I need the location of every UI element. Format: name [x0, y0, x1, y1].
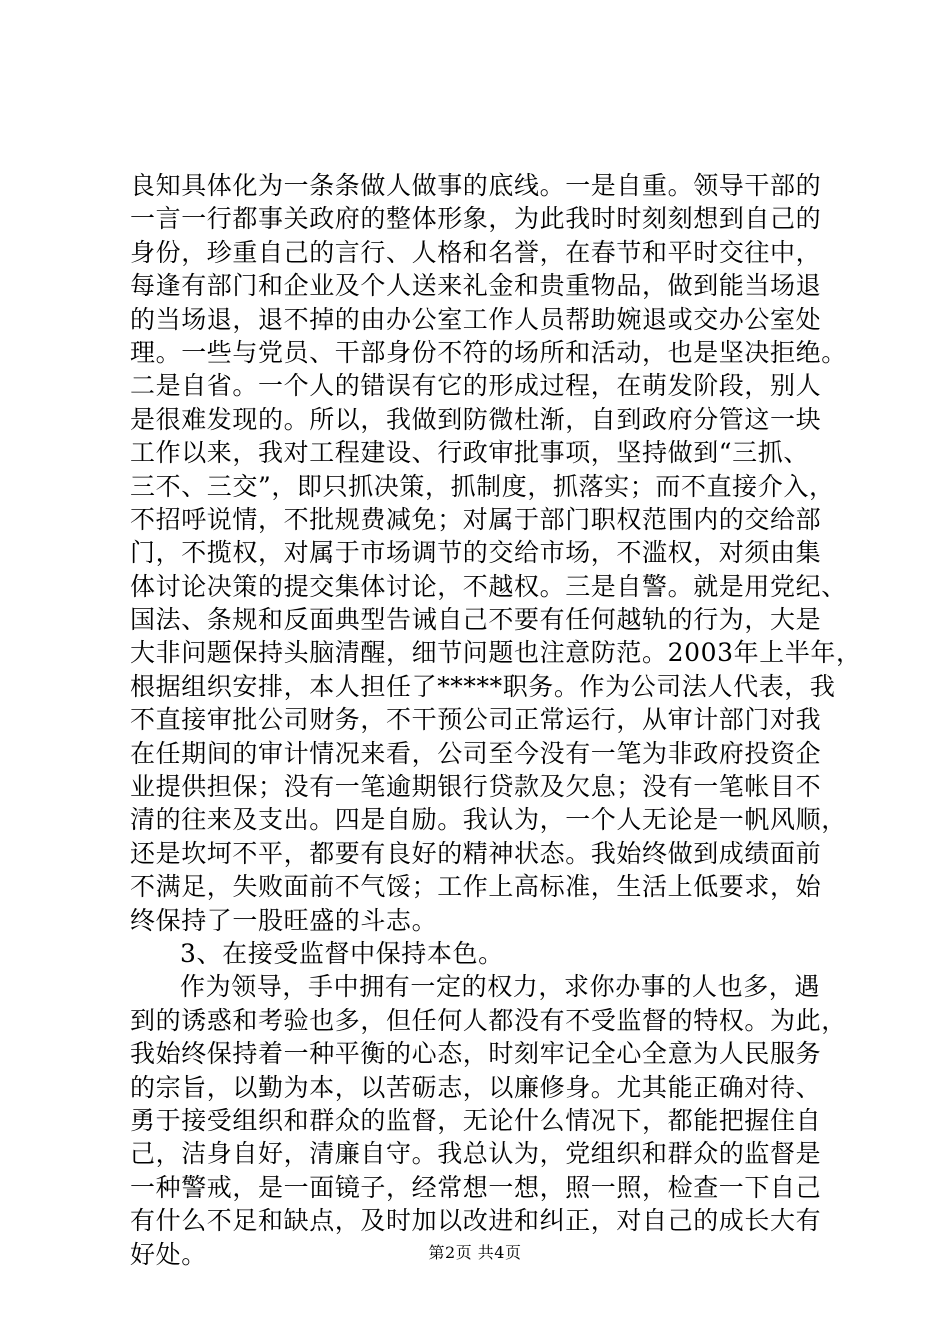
body-text	[130, 169, 862, 1271]
text-line: 业提供担保；没有一笔逾期银行贷款及欠息；没有一笔帐目不	[130, 772, 822, 802]
text-line: 根据组织安排，本人担任了*****职务。作为公司法人代表，我	[130, 671, 836, 701]
text-line: 是很难发现的。所以，我做到防微杜渐，自到政府分管这一块	[130, 404, 822, 434]
text-line: 不直接审批公司财务，不干预公司正常运行，从审计部门对我	[130, 705, 822, 735]
text-line: 我始终保持着一种平衡的心态，时刻牢记全心全意为人民服务	[130, 1039, 822, 1069]
text-line: 有什么不足和缺点，及时加以改进和纠正，对自己的成长大有	[130, 1206, 822, 1236]
text-line: 理。一些与党员、干部身份不符的场所和活动，也是坚决拒绝。	[130, 337, 847, 367]
text-line: 在任期间的审计情况来看，公司至今没有一笔为非政府投资企	[130, 738, 822, 768]
text-line: 不招呼说情，不批规费减免；对属于部门职权范围内的交给部	[130, 504, 822, 534]
text-line: 体讨论决策的提交集体讨论，不越权。三是自警。就是用党纪、	[130, 571, 847, 601]
text-line: 大非问题保持头脑清醒，细节问题也注意防范。2003年上半年，	[130, 638, 862, 668]
text-line: 国法、条规和反面典型告诫自己不要有任何越轨的行为，大是	[130, 605, 822, 635]
text-line: 终保持了一股旺盛的斗志。	[130, 905, 438, 935]
text-line: 的宗旨，以勤为本，以苦砺志，以廉修身。尤其能正确对待、	[130, 1072, 822, 1102]
text-line: 工作以来，我对工程建设、行政审批事项，坚持做到“三抓、	[130, 438, 809, 468]
text-line: 良知具体化为一条条做人做事的底线。一是自重。领导干部的	[130, 171, 822, 200]
text-line: 门，不揽权，对属于市场调节的交给市场，不滥权，对须由集	[130, 538, 822, 568]
text-line: 作为领导，手中拥有一定的权力，求你办事的人也多，遇	[180, 972, 821, 1002]
text-line: 的当场退，退不掉的由办公室工作人员帮助婉退或交办公室处	[130, 304, 822, 334]
text-line: 每逢有部门和企业及个人送来礼金和贵重物品，做到能当场退	[130, 271, 822, 301]
text-line: 不满足，失败面前不气馁；工作上高标准，生活上低要求，始	[130, 872, 822, 902]
text-line: 勇于接受组织和群众的监督，无论什么情况下，都能把握住自	[130, 1105, 822, 1135]
text-line: 二是自省。一个人的错误有它的形成过程，在萌发阶段，别人	[130, 371, 822, 401]
text-line: 一言一行都事关政府的整体形象，为此我时时刻刻想到自己的	[130, 204, 822, 234]
page-footer: 第2页 共4页	[428, 1243, 522, 1262]
text-line: 身份，珍重自己的言行、人格和名誉，在春节和平时交往中，	[130, 237, 822, 267]
section-heading: 3、在接受监督中保持本色。	[180, 938, 504, 968]
text-line: 好处。	[130, 1239, 207, 1269]
text-line: 己，洁身自好，清廉自守。我总认为，党组织和群众的监督是	[130, 1139, 822, 1169]
text-line: 到的诱惑和考验也多，但任何人都没有不受监督的特权。为此，	[130, 1005, 847, 1035]
text-line: 一种警戒，是一面镜子，经常想一想，照一照，检查一下自己	[130, 1172, 822, 1202]
text-line: 还是坎坷不平，都要有良好的精神状态。我始终做到成绩面前	[130, 838, 822, 868]
text-line: 清的往来及支出。四是自励。我认为，一个人无论是一帆风顺，	[130, 805, 847, 835]
text-line: 三不、三交”，即只抓决策，抓制度，抓落实；而不直接介入，	[130, 471, 835, 501]
